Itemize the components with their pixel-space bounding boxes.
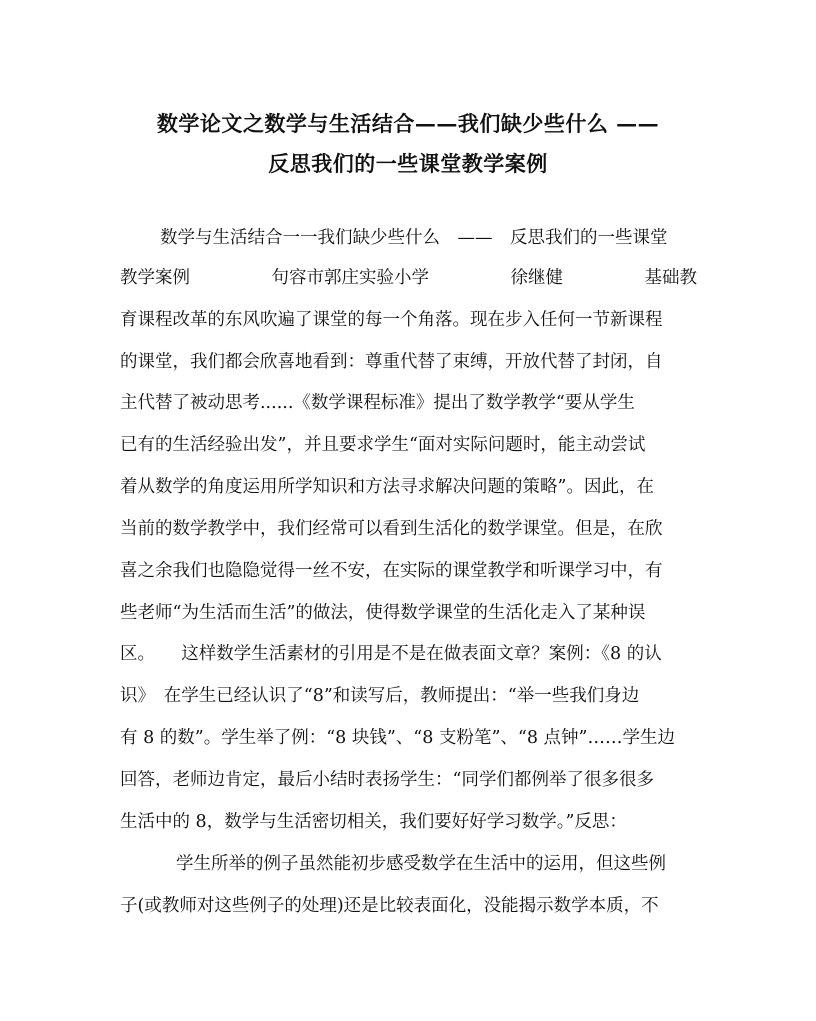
body-line-1: 数学与生活结合一一我们缺少些什么 —— 反思我们的一些课堂: [160, 228, 668, 248]
document-title-line-2: 反思我们的一些课堂教学案例: [268, 151, 548, 176]
body-line-2-seg-1: 教学案例: [120, 268, 190, 288]
body-line-2-seg-3: 徐继健: [510, 268, 563, 288]
body-line-3: 育课程改革的东风吹遍了课堂的每一个角落。现在步入任何一节新课程: [120, 310, 663, 330]
body-line-7: 着从数学的角度运用所学知识和方法寻求解决问题的策略”。因此，在: [120, 477, 654, 497]
body-line-13: 有 8 的数”。学生举了例：“8 块钱”、“8 支粉笔”、“8 点钟”……学生边: [120, 728, 675, 748]
body-line-6: 已有的生活经验出发”，并且要求学生“面对实际问题时，能主动尝试: [120, 435, 646, 455]
body-line-4: 的课堂，我们都会欣喜地看到：尊重代替了束缚，开放代替了封闭，自: [120, 352, 663, 372]
body-line-2-seg-4: 基础教: [644, 268, 697, 288]
body-line-15: 生活中的 8，数学与生活密切相关，我们要好好学习数学。”反思：: [120, 812, 627, 832]
body-line-11: 区。 这样数学生活素材的引用是不是在做表面文章？案例：《8 的认: [120, 644, 662, 664]
body-line-2: [120, 266, 697, 290]
body-line-2-seg-2: 句容市郭庄实验小学: [271, 268, 429, 288]
body-line-8: 当前的数学教学中，我们经常可以看到生活化的数学课堂。但是，在欣: [120, 519, 663, 539]
body-line-9: 喜之余我们也隐隐觉得一丝不安，在实际的课堂教学和听课学习中，有: [120, 561, 663, 581]
body-line-16: 学生所举的例子虽然能初步感受数学在生活中的运用，但这些例: [176, 854, 666, 874]
body-line-14: 回答，老师边肯定，最后小结时表扬学生：“同学们都例举了很多很多: [120, 770, 654, 790]
body-line-17: 子(或教师对这些例子的处理)还是比较表面化，没能揭示数学本质，不: [120, 896, 659, 916]
body-line-12: 识》 在学生已经认识了“8”和读写后，教师提出：“举一些我们身边: [120, 686, 640, 706]
body-line-10: 些老师“为生活而生活”的做法，使得数学课堂的生活化走入了某种误: [120, 603, 646, 623]
document-title-line-1: 数学论文之数学与生活结合——我们缺少些什么 ——: [156, 111, 660, 136]
body-line-5: 主代替了被动思考......《数学课程标准》提出了数学教学“要从学生: [120, 393, 635, 413]
